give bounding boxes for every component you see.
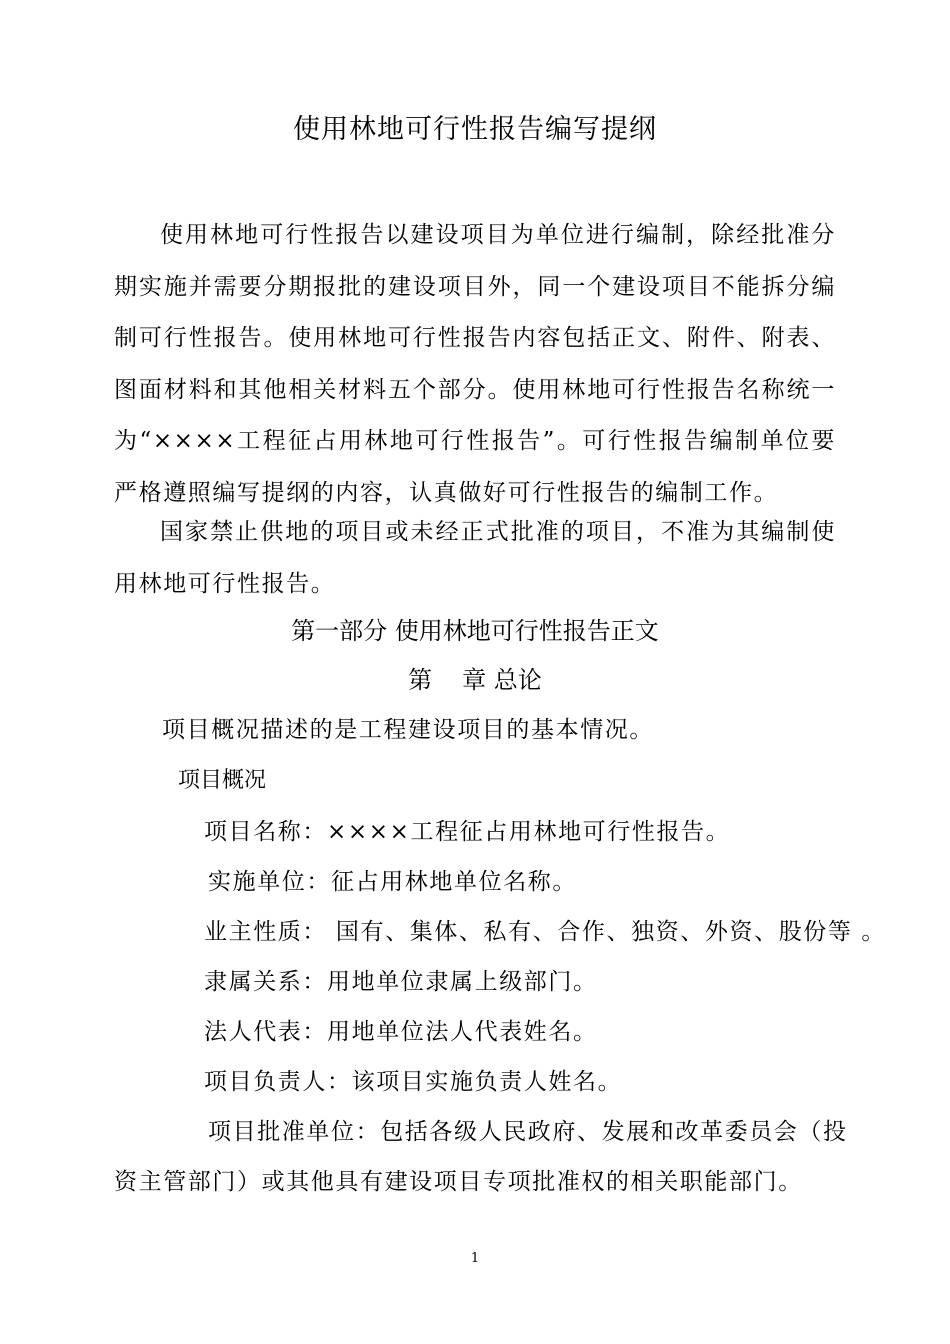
intro-paragraph-2: 国家禁止供地的项目或未经正式批准的项目，不准为其编制使用林地可行性报告。: [114, 519, 836, 597]
section-heading: 项目概况: [178, 768, 267, 793]
part-heading: 第一部分 使用林地可行性报告正文: [291, 617, 659, 645]
chapter-heading: [0, 662, 950, 698]
field-affiliation: 隶属关系：用地单位隶属上级部门。: [204, 969, 598, 995]
page-number: 1: [470, 1251, 480, 1266]
field-legal-representative: 法人代表：用地单位法人代表姓名。: [204, 1019, 598, 1045]
chapter-heading-title: 章 总论: [462, 666, 542, 694]
field-approval-unit-line-1: 项目批准单位：包括各级人民政府、发展和改革委员会（投: [208, 1119, 848, 1145]
document-title: 使用林地可行性报告编写提纲: [293, 114, 657, 145]
chapter-heading-prefix: 第: [408, 666, 433, 694]
intro-paragraph-1: 使用林地可行性报告以建设项目为单位进行编制，除经批准分期实施并需要分期报批的建设项目外，同一个建设项目不能拆分编制可行性报告。使用林地可行性报告内容包括正文、附件、附表、图面材料和其他相关材料五个部分。使用林地可行性报告名称统一为“××××工程征占用林地可行性报告”。可行性报告编制单位要严格遵照编写提纲的内容，认真做好可行性报告的编制工作。: [114, 222, 836, 506]
field-approval-unit-line-2: 资主管部门）或其他具有建设项目专项批准权的相关职能部门。: [114, 1169, 803, 1195]
field-owner-nature: 业主性质： 国有、集体、私有、合作、独资、外资、股份等 。: [204, 919, 887, 945]
chapter-intro: 项目概况描述的是工程建设项目的基本情况。: [162, 717, 654, 743]
field-implementing-unit: 实施单位：征占用林地单位名称。: [208, 869, 577, 895]
field-project-lead: 项目负责人：该项目实施负责人姓名。: [204, 1069, 623, 1095]
field-project-name: 项目名称：××××工程征占用林地可行性报告。: [204, 819, 731, 845]
